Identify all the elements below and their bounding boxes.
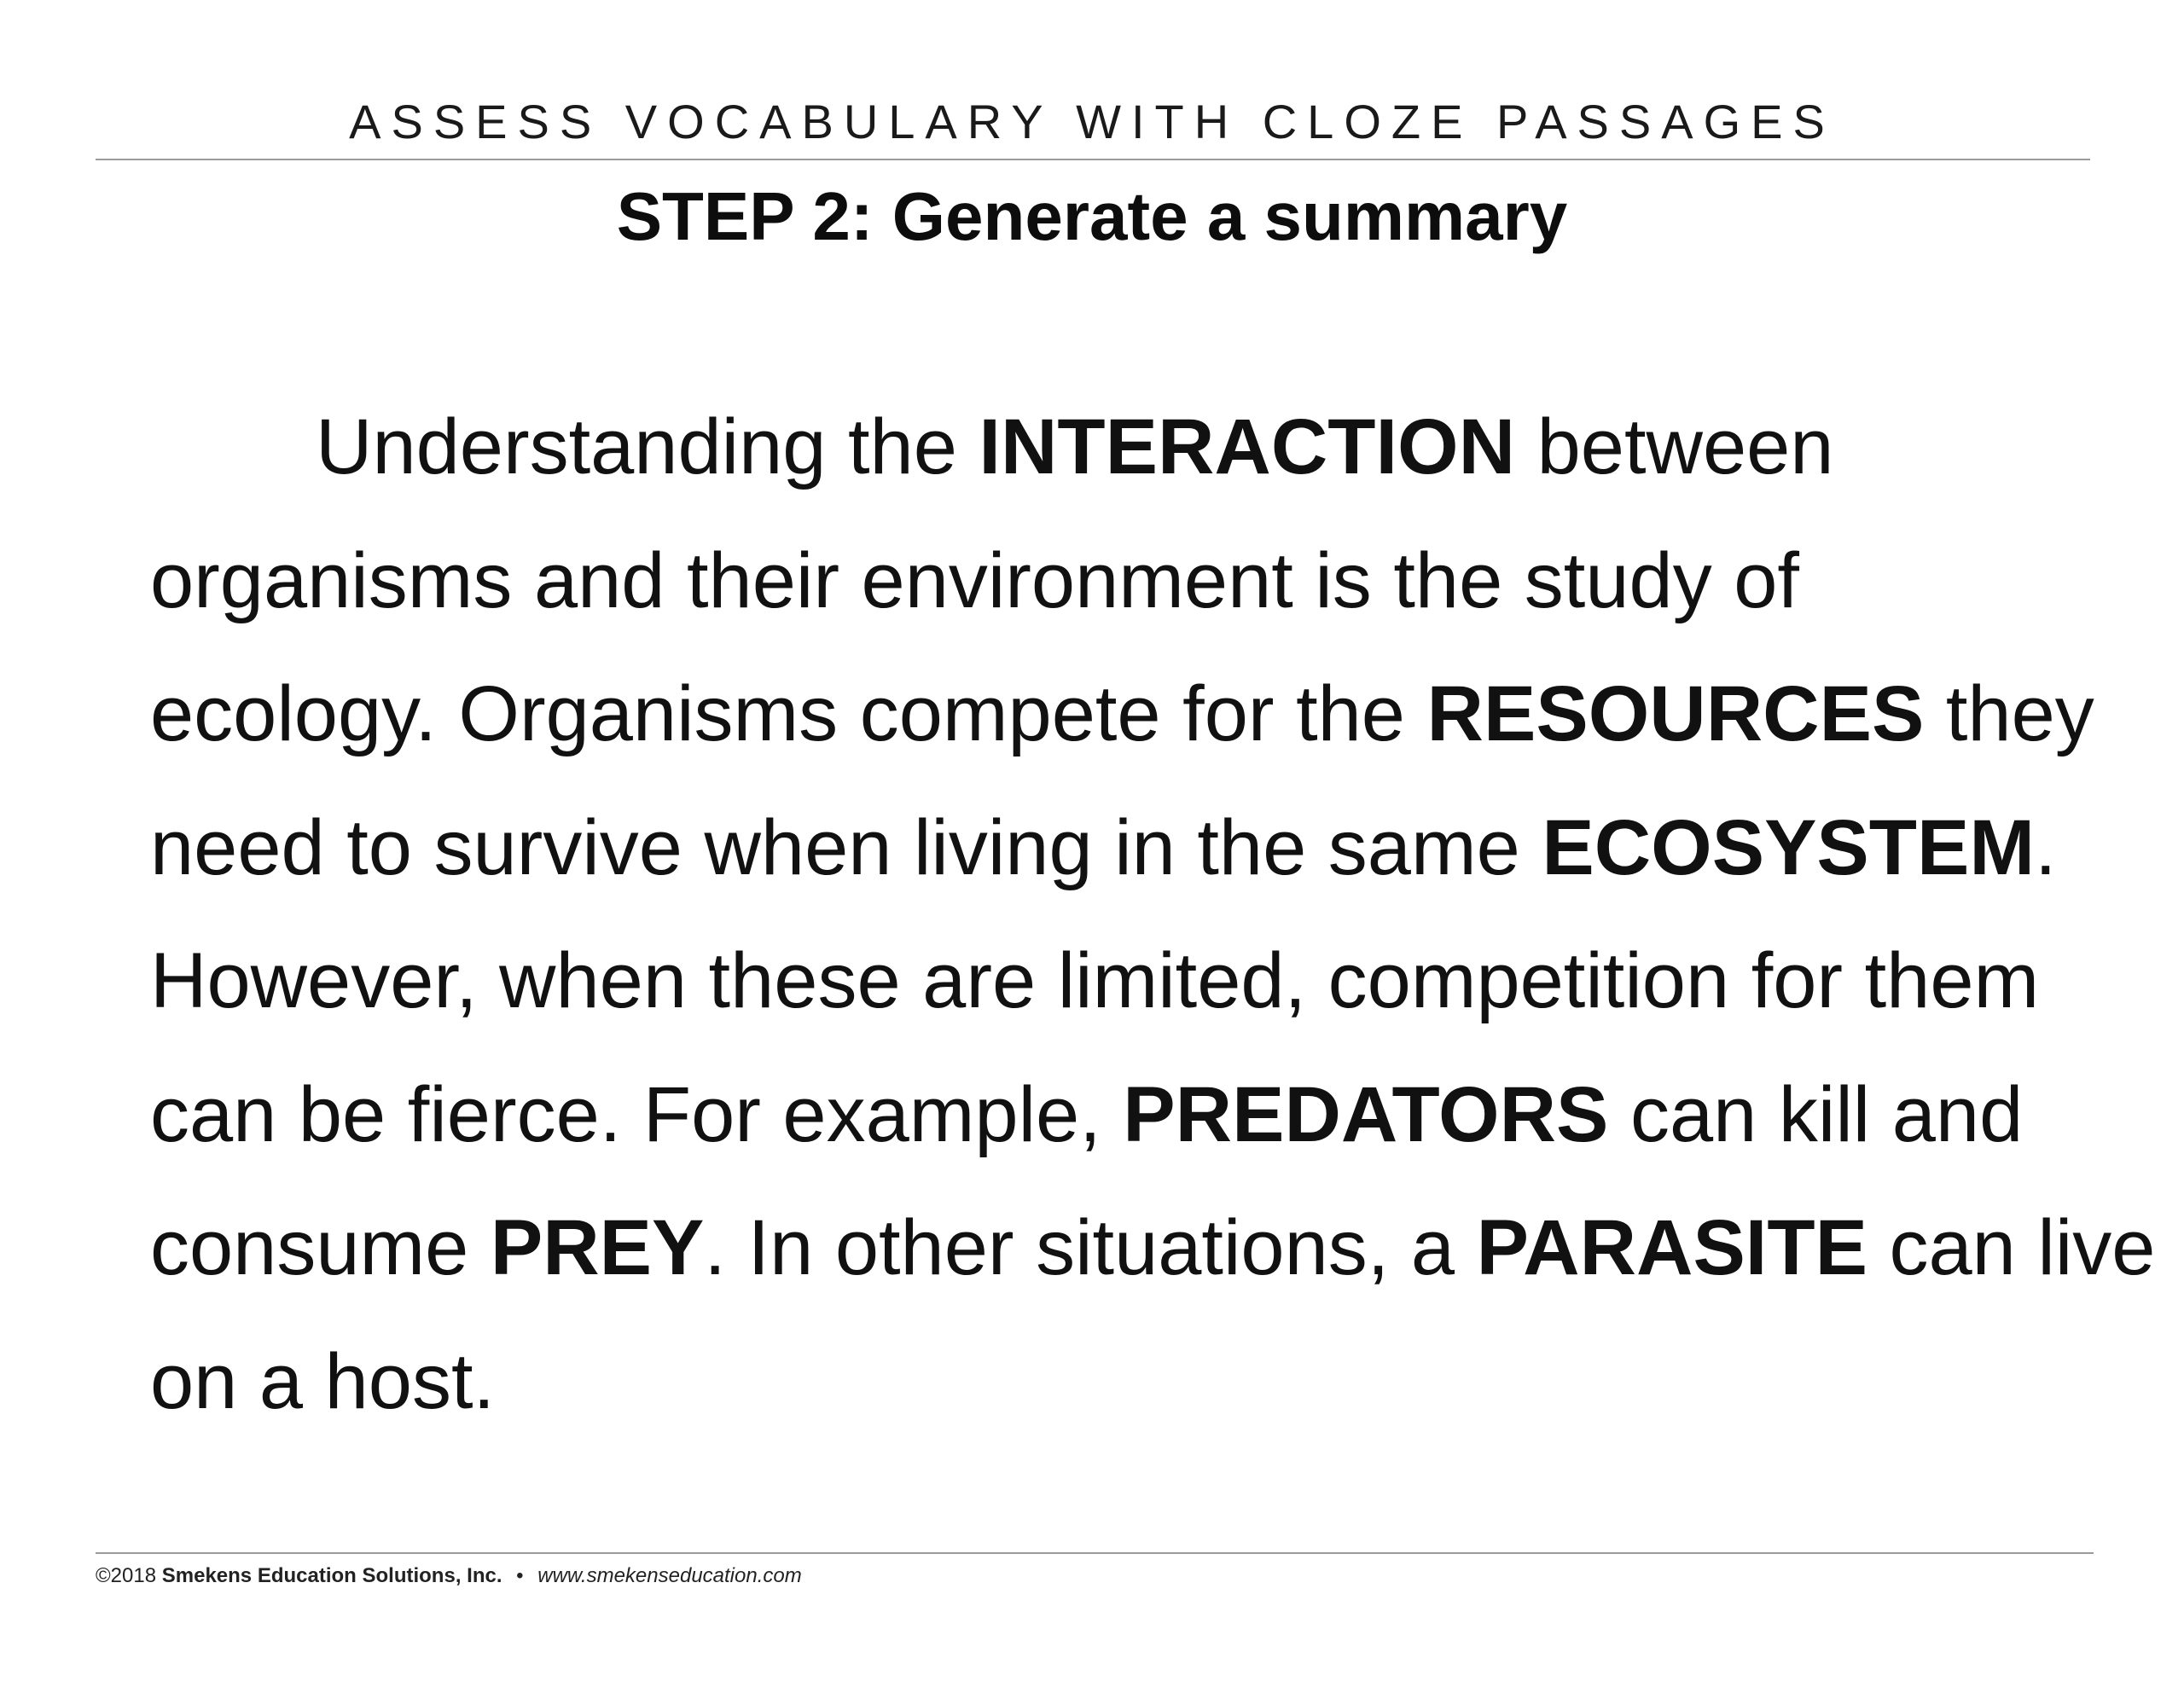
passage-text: However, when these are limited, competition for them [150,937,2040,1024]
passage-text: need to survive when living in the same [150,803,1542,891]
passage-text: consume [150,1204,491,1291]
vocabulary-word: PREDATORS [1123,1070,1609,1158]
footer-copyright: ©2018 [96,1564,157,1587]
footer-separator: • [516,1564,524,1587]
passage-text: on a host. [150,1337,496,1425]
header-title: ASSESS VOCABULARY WITH CLOZE PASSAGES [349,95,1835,148]
passage-text: can live [1867,1204,2156,1291]
passage-text: Understanding the [316,403,979,490]
passage-text: organisms and their environment is the study of [150,536,1799,624]
passage-text: ecology. Organisms compete for the [150,670,1427,757]
footer-divider [96,1552,2094,1554]
vocabulary-word: INTERACTION [979,403,1516,490]
footer-website-link[interactable]: www.smekenseducation.com [537,1564,802,1587]
passage-line [150,781,2112,915]
passage-text: can kill and [1608,1070,2024,1158]
passage-text: can be fierce. For example, [150,1070,1124,1158]
passage-text: they [1924,670,2094,757]
passage-text: between [1515,403,1834,490]
step-title: STEP 2: Generate a summary [616,178,1568,254]
passage-line [150,647,2112,781]
footer [96,1562,802,1590]
passage-text: . In other situations, a [704,1204,1477,1291]
passage-line [150,380,2112,514]
passage-line [150,1181,2156,1315]
vocabulary-word: PREY [490,1204,705,1291]
passage-line [150,1315,2112,1449]
cloze-passage [150,380,2156,1448]
passage-line [150,514,2112,648]
passage-line [150,914,2112,1048]
footer-company: Smekens Education Solutions, Inc. [161,1564,502,1587]
passage-line [150,1048,2112,1182]
vocabulary-word: ECOSYSTEM [1542,803,2035,891]
vocabulary-word: PARASITE [1476,1204,1867,1291]
header-divider [96,159,2090,160]
vocabulary-word: RESOURCES [1426,670,1925,757]
passage-text: . [2035,803,2057,891]
